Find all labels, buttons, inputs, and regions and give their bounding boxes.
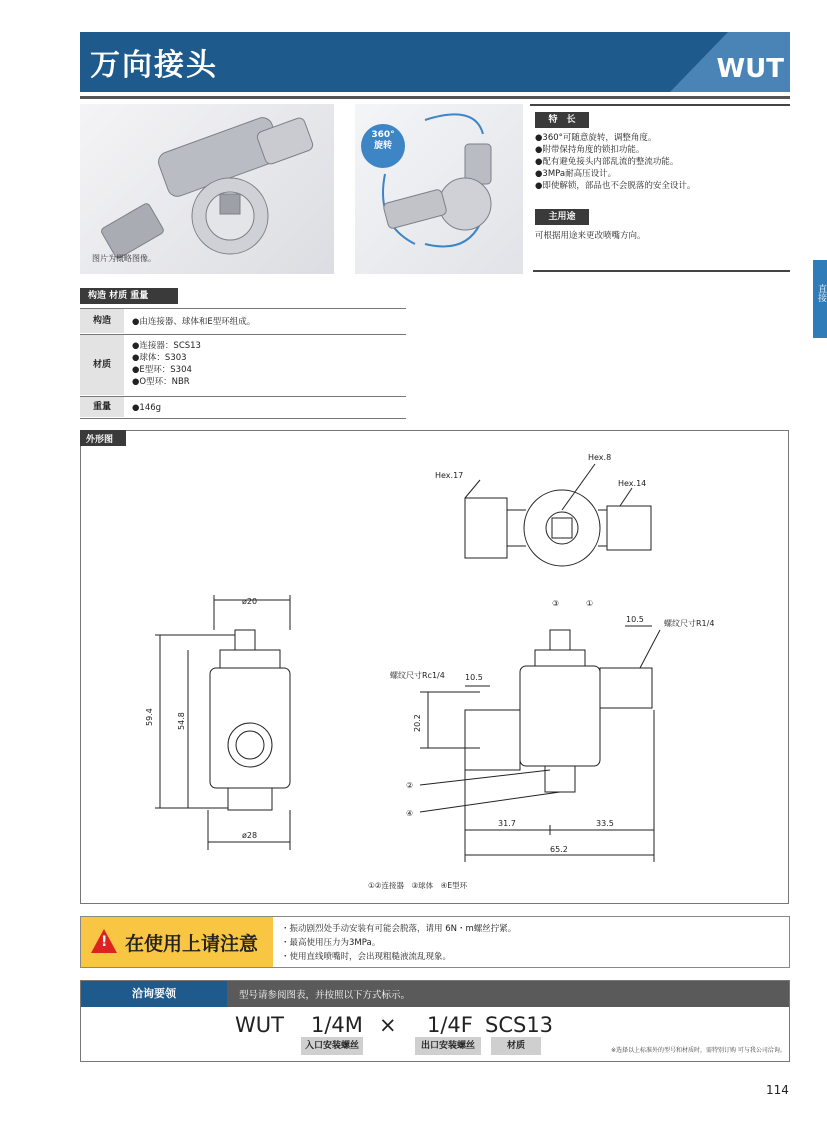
dim-thread-r: 螺纹尺寸R1/4 [664,619,715,628]
photo-note: 图片为概略图像。 [92,254,156,263]
feature-item: ●360°可随意旋转，调整角度。 [535,133,657,143]
caution-item: ・振动剧烈处手动安装有可能会脱落，请用 6N・m螺丝拧紧。 [281,924,517,934]
product-code-box [600,32,790,92]
rotation-photo [355,104,523,274]
side-tab-label: 直接 [816,284,826,302]
order-note: ※选择以上标准外的型号和材质时，需特别订购 可与我公司洽询。 [611,1047,786,1054]
top-view-left-nut [465,498,507,558]
callout-3: ③ [552,599,560,608]
spec-divider [80,308,406,309]
dim-33-5: 33.5 [596,819,614,828]
dim-10-5-left: 10.5 [465,673,483,682]
main-use-label: 主用途 [535,209,589,225]
feature-item: ●配有避免接头内部乱流的整流功能。 [535,157,679,167]
warning-exclamation-icon: ! [101,934,108,950]
order-intro: 型号请参阅图表，并按照以下方式标示。 [239,990,411,1001]
order-tag-inlet: 入口安装螺丝 [301,1037,363,1055]
caution-item: ・使用直线喷嘴时，会出现粗糙液流乱现象。 [281,952,452,962]
order-model-series: WUT [235,1013,284,1037]
dim-10-5-right: 10.5 [626,615,644,624]
features-list [535,132,785,192]
side-index-tab[interactable] [813,260,827,338]
callout-1: ① [586,599,594,608]
caution-item: ・最高使用压力为3MPa。 [281,938,381,948]
rotation-badge-text: 旋转 [373,141,392,151]
spec-material-line: ●球体：S303 [132,353,187,363]
order-tag-outlet: 出口安装螺丝 [415,1037,481,1055]
dim-65-2: 65.2 [550,845,568,854]
spec-head-weight: 重量 [80,397,124,417]
order-model-material: SCS13 [485,1013,554,1037]
feature-item: ●3MPa耐高压设计。 [535,169,617,179]
spec-label: 构造 材质 重量 [80,288,178,304]
order-bar [81,981,789,1007]
dim-hex17: Hex.17 [435,471,464,480]
side-view-cap [535,650,585,666]
front-view-cap [220,650,280,668]
side-view-body [520,666,600,766]
page-number: 114 [766,1083,789,1097]
caution-list [281,922,516,964]
features-top-rule [530,104,790,106]
front-view-body [210,668,290,788]
dim-hex8: Hex.8 [588,453,612,462]
dim-h548: 54.8 [177,712,186,730]
spec-weight-value: ●146g [132,403,162,413]
drawing-legend: ①②连接器 ③球体 ④E型环 [368,881,468,890]
spec-divider [80,396,406,397]
dim-20-2: 20.2 [413,714,422,732]
order-box [80,980,790,1062]
spec-material-line: ●连接器：SCS13 [132,341,201,351]
order-heading: 洽询要领 [81,981,227,1007]
rotation-badge [367,130,399,152]
spec-head-structure: 构造 [80,309,124,333]
rotation-badge-angle: 360° [371,130,395,140]
features-bottom-rule [533,270,790,272]
page-title: 万向接头 [90,48,218,83]
order-tag-material: 材质 [491,1037,541,1055]
dim-thread-rc: 螺纹尺寸Rc1/4 [390,671,445,680]
spec-material-line: ●E型环：S304 [132,365,192,375]
product-code: WUT [716,54,784,84]
dim-phi20: ø20 [242,597,258,606]
feature-item: ●附带保持角度的锁扣功能。 [535,145,645,155]
spec-divider [80,334,406,335]
caution-box [80,916,790,968]
top-view-right-thread [607,506,651,550]
swivel-joint-photo [80,104,334,274]
spec-material-values [132,340,201,388]
drawing-label: 外形图 [80,430,126,446]
callout-4: ④ [406,809,414,818]
side-view-left-socket [465,710,520,770]
top-view-body [524,490,600,566]
dim-phi28: ø28 [242,831,258,840]
spec-divider [80,418,406,419]
dimension-drawing [80,430,789,904]
front-view-knob [235,630,255,650]
order-model-inlet: 1/4M [311,1013,363,1037]
product-photo [80,104,334,274]
side-view-right-thread [600,668,652,708]
spec-head-material: 材质 [80,335,124,395]
main-use-text: 可根据用途来更改喷嘴方向。 [535,231,646,241]
dim-31-7: 31.7 [498,819,516,828]
dim-hex14: Hex.14 [618,479,647,488]
features-label: 特 长 [535,112,589,128]
order-model-outlet: 1/4F [427,1013,473,1037]
spec-material-line: ●O型环：NBR [132,377,190,387]
order-model-times: × [379,1013,397,1037]
header-divider [80,96,790,99]
caution-header [81,917,273,967]
caution-title: 在使用上请注意 [125,933,259,955]
dim-h594: 59.4 [145,708,154,726]
side-view-knob [550,630,570,650]
feature-item: ●即使解锁，部品也不会脱落的安全设计。 [535,181,696,191]
spec-structure-value: ●由连接器、球体和E型环组成。 [132,317,256,327]
callout-2: ② [406,781,414,790]
